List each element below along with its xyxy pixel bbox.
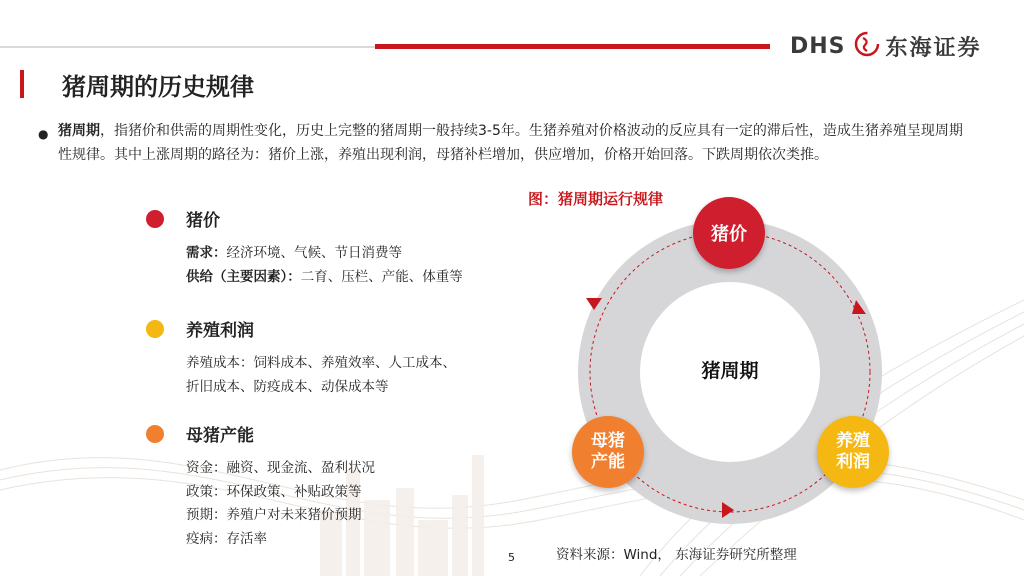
header-rule (0, 44, 770, 50)
factor-line: 疫病：存活率 (186, 530, 267, 547)
logo-chinese-name: 东海证券 (885, 35, 982, 61)
logo-text: DHS (790, 33, 846, 59)
pig-cycle-diagram (560, 180, 900, 550)
company-logo (790, 28, 982, 64)
factor-line: 政策：环保政策、补贴政策等 (186, 483, 362, 500)
factor-dot-icon (146, 210, 164, 228)
factor-line: 预期：养殖户对未来猪价预期 (186, 507, 362, 523)
title-accent-bar (20, 70, 24, 98)
page-title: 猪周期的历史规律 (62, 72, 254, 101)
node-label: 利润 (836, 452, 870, 472)
factor-line-label: 需求： (186, 245, 227, 261)
node-pig-price (693, 197, 765, 269)
intro-paragraph (38, 120, 968, 167)
bullet-icon: ● (38, 127, 49, 141)
factor-heading: 养殖利润 (186, 321, 254, 341)
node-label: 养殖 (836, 431, 870, 451)
cycle-center-label: 猪周期 (701, 360, 759, 382)
factor-dot-icon (146, 425, 164, 443)
intro-text: ，指猪价和供需的周期性变化，历史上完整的猪周期一般持续3-5年。生猪养殖对价格波动的反应具有一定的滞后性，造成生猪养殖呈现周期性规律。其中上涨周期的路径为：猪价上涨，养殖出现利润，母猪补栏增加，供应增加，价格开始回落。下跌周期依次类推。 (58, 123, 963, 163)
figure-title: 图：猪周期运行规律 (528, 190, 664, 208)
page-number: 5 (508, 551, 515, 564)
node-label: 猪价 (711, 224, 747, 245)
source-note: 资料来源：Wind， 东海证券研究所整理 (556, 547, 797, 563)
factor-details (186, 457, 375, 551)
factor-line (186, 242, 463, 266)
node-label: 产能 (591, 452, 625, 472)
factor-line: 资金：融资、现金流、盈利状况 (186, 460, 375, 476)
factor-dot-icon (146, 320, 164, 338)
factor-heading: 母猪产能 (186, 426, 254, 446)
node-sow-capacity (572, 416, 644, 488)
factor-line: 养殖成本：饲料成本、养殖效率、人工成本、 (186, 355, 456, 371)
factor-details (186, 242, 463, 289)
factor-line-text: 二育、压栏、产能、体重等 (300, 268, 463, 285)
intro-term: 猪周期 (58, 123, 100, 139)
node-breeding-profit (817, 416, 889, 488)
factor-line (186, 266, 463, 290)
factor-line: 折旧成本、防疫成本、动保成本等 (186, 378, 389, 395)
factor-heading: 猪价 (186, 211, 220, 231)
factor-line-label: 供给（主要因素）： (186, 268, 301, 285)
dragon-logo-icon (854, 31, 880, 61)
factor-line-text: 经济环境、气候、节日消费等 (226, 245, 402, 261)
node-label: 母猪 (591, 431, 625, 451)
factor-details (186, 352, 456, 399)
